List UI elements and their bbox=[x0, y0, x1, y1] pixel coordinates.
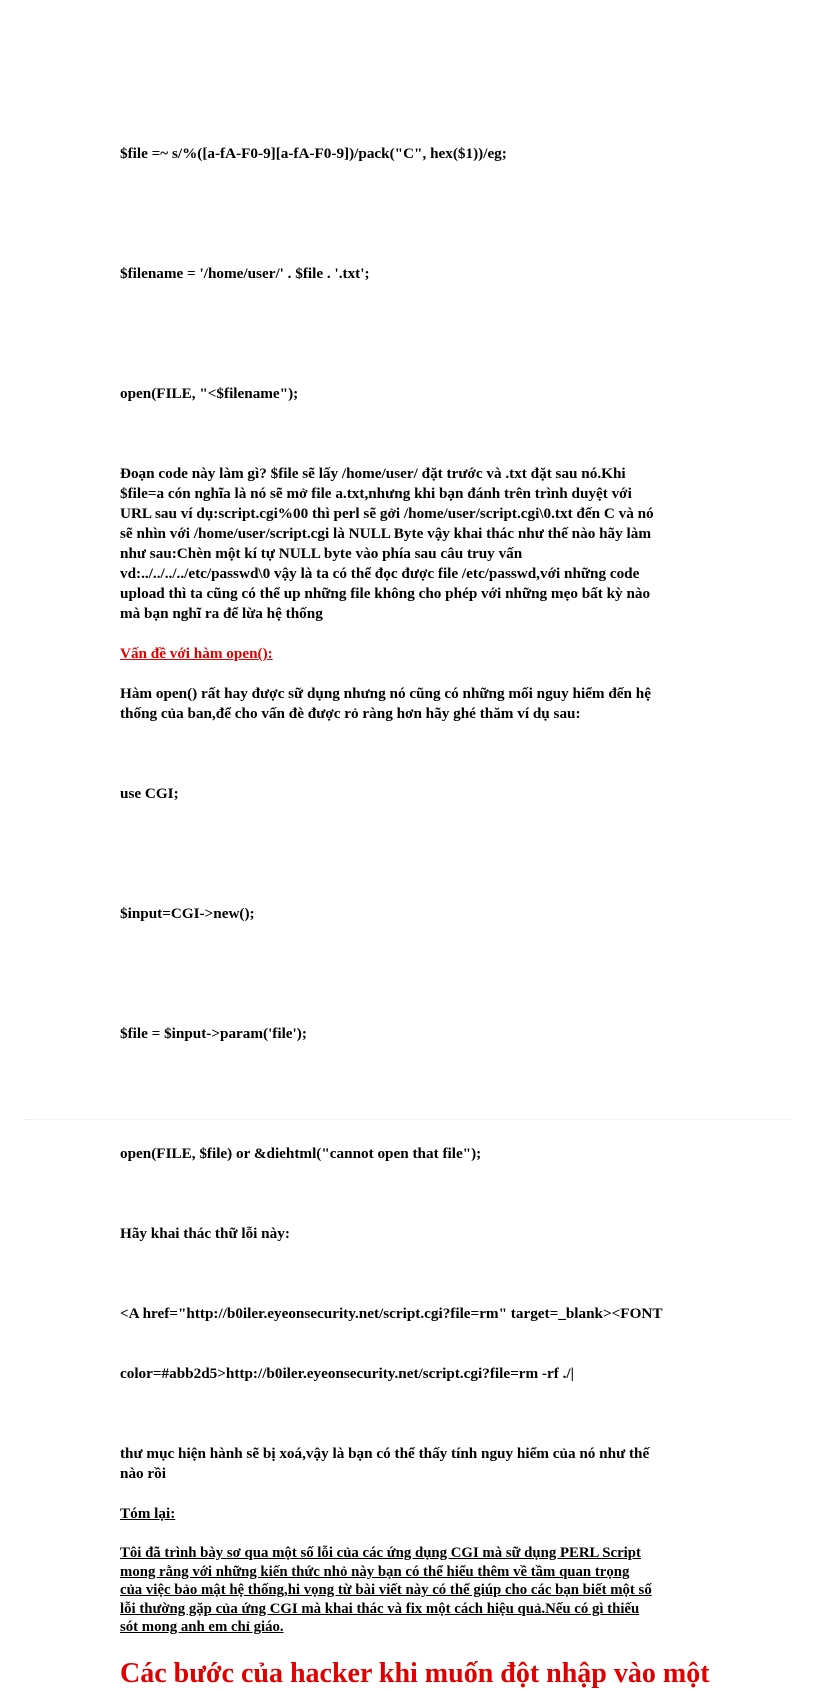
paragraph-line: upload thì ta cũng có thể up những file không cho phép với những mẹo bất kỳ nào bbox=[120, 585, 651, 602]
paragraph-line: $file=a cón nghĩa là nó sẽ mở file a.txt,nhưng khi bạn đánh trên trình duyệt với bbox=[120, 485, 632, 502]
code-text: $file = $input->param('file'); bbox=[120, 1025, 307, 1042]
paragraph-line: thống của ban,để cho vấn đè được rỏ ràng hơn hãy ghé thăm ví dụ sau: bbox=[120, 705, 581, 722]
code-line-filename bbox=[120, 224, 700, 324]
summary-heading: Tóm lại: bbox=[120, 1505, 176, 1522]
code-line-param-file bbox=[120, 984, 700, 1084]
code-text: $input=CGI->new(); bbox=[120, 905, 255, 922]
exploit-line: color=#abb2d5>http://b0iler.eyeonsecurity.net/script.cgi?file=rm -rf ./| bbox=[120, 1365, 574, 1382]
document-page bbox=[120, 104, 710, 1691]
open-intro-paragraph bbox=[120, 684, 700, 724]
summary-line: lỗi thường gặp của ứng CGI mà khai thác và fix một cách hiệu quả.Nếu có gì thiếu bbox=[120, 1600, 640, 1617]
summary-line: của việc bảo mật hệ thống,hi vọng từ bài viết này có thể giúp cho các bạn biết một số bbox=[120, 1582, 652, 1598]
section-heading-open-function: Vấn đề với hàm open(): bbox=[120, 645, 273, 662]
code-text: open(FILE, $file) or &diehtml("cannot open that file"); bbox=[120, 1145, 482, 1162]
code-text: $file =~ s/%([a-fA-F0-9][a-fA-F0-9])/pack("C", hex($1))/eg; bbox=[120, 145, 507, 162]
code-text: use CGI; bbox=[120, 785, 179, 802]
paragraph-line: sẽ nhìn với /home/user/script.cgi là NULL Byte vậy khai thác như thế nào hãy làm bbox=[120, 525, 651, 542]
paragraph-line: nào rồi bbox=[120, 1465, 166, 1482]
paragraph-line: như sau:Chèn một kí tự NULL byte vào phía sau câu truy vấn bbox=[120, 545, 523, 562]
paragraph-line: Đoạn code này làm gì? $file sẽ lấy /home/user/ đặt trước và .txt đặt sau nó.Khi bbox=[120, 465, 626, 482]
code-text: $filename = '/home/user/' . $file . '.txt'; bbox=[120, 265, 370, 282]
exploit-code-paragraph bbox=[120, 1264, 700, 1424]
paragraph-line: Hàm open() rất hay được sữ dụng nhưng nó cũng có những mối nguy hiểm đến hệ bbox=[120, 685, 651, 702]
explanation-paragraph bbox=[120, 464, 700, 624]
code-line-input-new bbox=[120, 864, 700, 964]
page-bottom-divider bbox=[24, 1119, 792, 1120]
code-line-use-cgi bbox=[120, 744, 700, 844]
exploit-intro: Hãy khai thác thữ lỗi này: bbox=[120, 1225, 290, 1242]
code-line-file-decode bbox=[120, 104, 700, 204]
exploit-line: <A href="http://b0iler.eyeonsecurity.net/script.cgi?file=rm" target=_blank><FONT bbox=[120, 1305, 663, 1322]
paragraph-line: mà bạn nghĩ ra để lừa hệ thống bbox=[120, 605, 323, 622]
code-line-open-file bbox=[120, 344, 700, 444]
summary-line: mong rằng với những kiến thức nhỏ này bạn có thể hiểu thêm về tầm quan trọng bbox=[120, 1563, 630, 1580]
summary-line: Tôi đã trình bày sơ qua một số lỗi của các ứng dụng CGI mà sữ dụng PERL Script bbox=[120, 1545, 641, 1561]
summary-paragraph bbox=[120, 1544, 700, 1637]
summary-line: sót mong anh em chỉ giáo. bbox=[120, 1619, 284, 1635]
next-section-heading: Các bước của hacker khi muốn đột nhập vào một bbox=[120, 1657, 710, 1689]
code-text: open(FILE, "<$filename"); bbox=[120, 385, 299, 402]
paragraph-line: vd:../../../../etc/passwd\0 vậy là ta có thể đọc được file /etc/passwd,với những code bbox=[120, 565, 640, 582]
paragraph-line: thư mục hiện hành sẽ bị xoá,vậy là bạn có thể thấy tính nguy hiểm của nó như thế bbox=[120, 1445, 650, 1462]
result-paragraph bbox=[120, 1444, 700, 1484]
paragraph-line: URL sau ví dụ:script.cgi%00 thì perl sẽ gởi /home/user/script.cgi\0.txt đến C và nó bbox=[120, 505, 654, 522]
